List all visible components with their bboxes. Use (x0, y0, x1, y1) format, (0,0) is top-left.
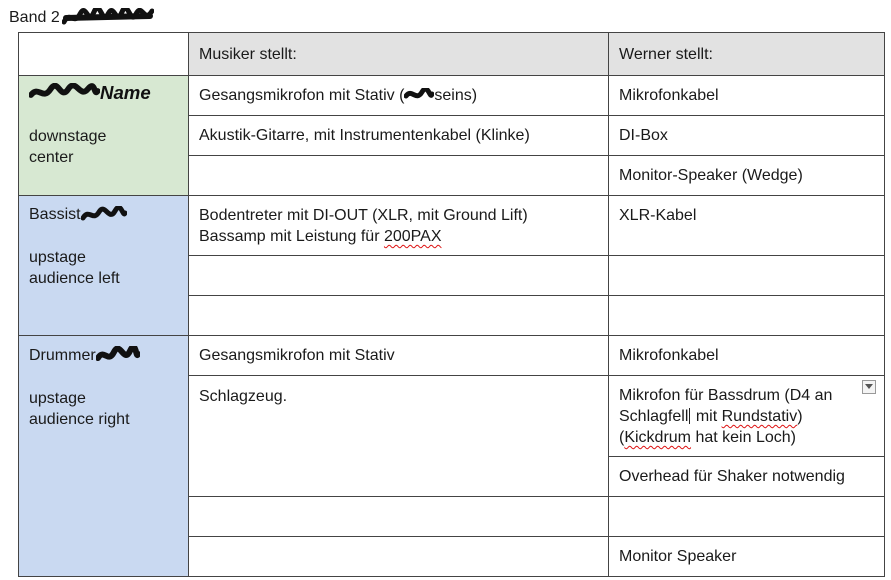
werner-cell[interactable]: Monitor-Speaker (Wedge) (609, 156, 885, 196)
musician-cell-drummer[interactable] (19, 336, 189, 577)
singer-name (29, 76, 178, 104)
bassist-name (29, 196, 178, 225)
header-werner[interactable]: Werner stellt: (609, 33, 885, 76)
drummer-name (29, 336, 178, 366)
musician-cell-bassist[interactable] (19, 196, 189, 336)
cell-text (619, 427, 874, 448)
position-text (29, 247, 178, 289)
cell-text (619, 406, 874, 427)
position-line: upstage (29, 249, 86, 266)
cell-text: seins) (434, 87, 478, 104)
position-line: center (29, 149, 74, 166)
handwritten-role-text (100, 82, 178, 104)
musiker-cell[interactable]: Gesangsmikrofon mit Stativ (189, 336, 609, 376)
header-cell-empty[interactable] (19, 33, 189, 76)
table-row (19, 76, 885, 116)
werner-cell[interactable] (609, 376, 885, 457)
spellcheck-word: Rundstativ (721, 408, 798, 425)
position-line: downstage (29, 128, 107, 145)
werner-cell[interactable]: Mikrofonkabel (609, 76, 885, 116)
table-row (19, 196, 885, 256)
musiker-cell[interactable] (189, 76, 609, 116)
werner-cell[interactable]: Monitor Speaker (609, 537, 885, 577)
cell-text-part: mit (691, 408, 722, 425)
dropdown-arrow-icon[interactable] (862, 380, 876, 394)
werner-cell[interactable] (609, 256, 885, 296)
document-title (9, 8, 154, 28)
musiker-cell[interactable] (189, 537, 609, 577)
cell-text: Mikrofon für Bassdrum (D4 an (619, 387, 833, 404)
spellcheck-word: 200PAX (383, 228, 442, 245)
musiker-cell[interactable] (189, 156, 609, 196)
werner-cell[interactable] (609, 497, 885, 537)
cell-text: Bodentreter mit DI-OUT (XLR, mit Ground Lift) (199, 207, 528, 224)
werner-cell[interactable]: Overhead für Shaker notwendig (609, 457, 885, 497)
werner-cell[interactable]: XLR-Kabel (609, 196, 885, 256)
header-musiker[interactable]: Musiker stellt: (189, 33, 609, 76)
cell-text-part: Schlagfell (619, 408, 689, 425)
redaction-scribble (96, 346, 140, 366)
position-line: audience left (29, 270, 120, 287)
position-text (29, 388, 178, 430)
cell-text-part: Bassamp mit Leistung für (199, 228, 384, 245)
role-label: Bassist (29, 206, 81, 223)
table-row (19, 336, 885, 376)
position-text (29, 126, 178, 168)
role-label: Drummer (29, 347, 96, 364)
musiker-cell[interactable] (189, 296, 609, 336)
cell-text-part: hat kein Loch) (691, 429, 796, 446)
cell-text-part: ) (797, 408, 803, 425)
musiker-cell[interactable] (189, 196, 609, 256)
title-text: Band 2 (9, 9, 60, 26)
redaction-scribble (62, 8, 154, 28)
musiker-cell[interactable] (189, 256, 609, 296)
position-line: audience right (29, 411, 130, 428)
cell-text-part: ( (619, 429, 625, 446)
musician-cell-singer[interactable] (19, 76, 189, 196)
cell-text (199, 226, 598, 247)
musiker-cell[interactable]: Akustik-Gitarre, mit Instrumentenkabel (Klinke) (189, 116, 609, 156)
rider-table (18, 32, 885, 577)
position-line: upstage (29, 390, 86, 407)
musiker-cell[interactable]: Schlagzeug. (189, 376, 609, 497)
musiker-cell[interactable] (189, 497, 609, 537)
handwritten-role-label: Name (99, 82, 151, 103)
spellcheck-word: Kickdrum (624, 429, 692, 446)
cell-text: Gesangsmikrofon mit Stativ ( (199, 87, 405, 104)
header-row (19, 33, 885, 76)
redaction-scribble (404, 88, 434, 102)
redaction-scribble (81, 206, 127, 224)
werner-cell[interactable] (609, 296, 885, 336)
werner-cell[interactable]: DI-Box (609, 116, 885, 156)
redaction-scribble (29, 83, 100, 103)
werner-cell[interactable]: Mikrofonkabel (609, 336, 885, 376)
